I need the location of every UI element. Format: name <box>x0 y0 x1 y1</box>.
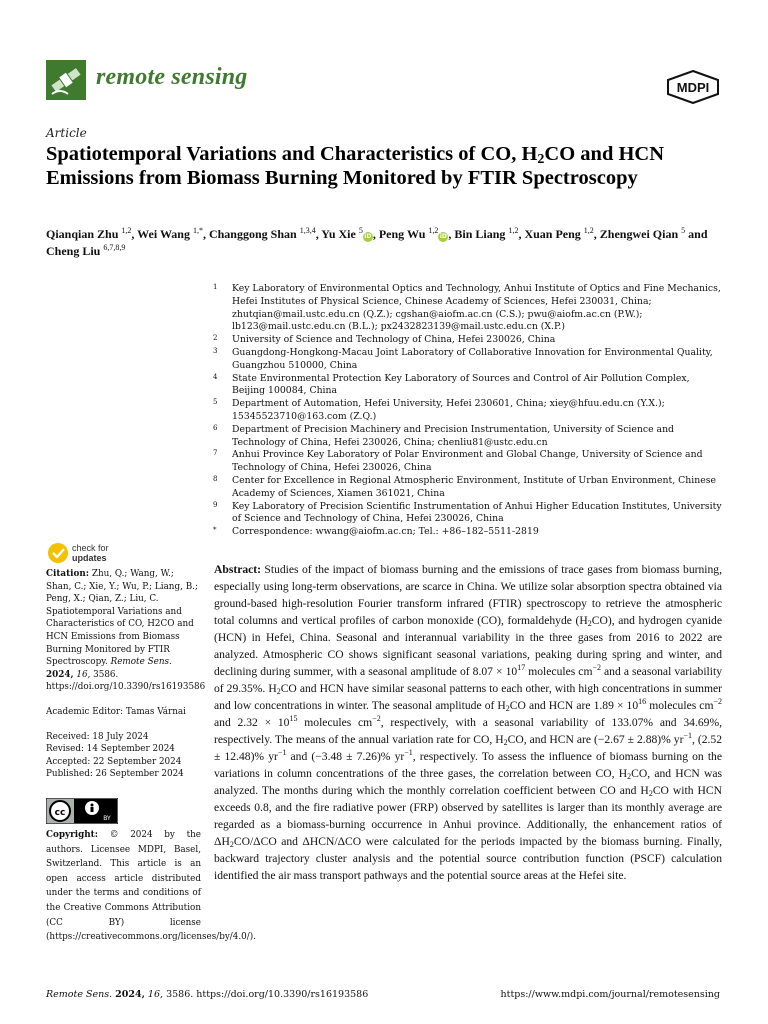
and-word: and <box>688 227 708 241</box>
title-part-2: CO and HCN Emissions from Biomass Burning Monitored by FTIR Spectroscopy <box>46 143 665 189</box>
abstract-text: , (2.52 ± 12.48)% yr <box>214 733 723 763</box>
article-type: Article <box>46 126 87 140</box>
publisher-name: MDPI <box>676 80 710 95</box>
subscript: 2 <box>648 789 653 798</box>
citation-year: 2024, <box>46 669 74 680</box>
author-name[interactable]: Qianqian Zhu <box>46 227 119 241</box>
affiliation-number: * <box>213 526 217 535</box>
affiliation-number: 7 <box>213 449 218 458</box>
affiliation-item <box>213 347 723 373</box>
citation-text: Zhu, Q.; Wang, W.; Shan, C.; Xie, Y.; Wu, P.; Liang, B.; Peng, X.; Qian, Z.; Liu, C. Spatiotemporal Variations and Characteristics of CO, H2CO and HCN Emissions from Biomass Burning Monitored by FTIR Spectroscopy. <box>46 569 198 668</box>
abstract-text: CO), and hydrogen cyanide (HCN) in Hefei, China. Seasonal and interannual variability in the three gases from 2016 to 2022 are analyzed. Atmospheric CO shows significant seasonal variations, peaking during spring and winter, and declining during summer, with a seasonal amplitude of 8.07 × 10 <box>214 614 722 678</box>
abstract-text: , respectively. To assess the influence of biomass burning on the variations in column concentrations of the three gases, the correlation between CO, H <box>214 750 722 780</box>
superscript: −1 <box>683 731 692 740</box>
citation-volume: 16, <box>76 669 91 680</box>
copyright-notice <box>46 828 256 945</box>
abstract <box>214 561 722 884</box>
superscript: −2 <box>592 663 601 672</box>
abstract-text: CO, and HCN are (−2.67 ± 2.88)% yr <box>507 733 684 746</box>
copyright-text: © 2024 by the authors. Licensee MDPI, Basel, Switzerland. This article is an open access article distributed under the terms and conditions of the Creative Commons Attribution (CC BY) license (https://creativecommons.org/licenses/by/4.0/). <box>46 830 256 943</box>
subscript: 2 <box>503 738 508 747</box>
author-name[interactable]: Cheng Liu <box>46 243 101 258</box>
affiliation-item <box>213 373 723 399</box>
superscript: −2 <box>372 714 381 723</box>
affiliation-number: 3 <box>213 346 218 355</box>
orcid-icon[interactable]: iD <box>439 233 447 240</box>
orcid-icon[interactable]: iD <box>364 233 372 240</box>
affiliation-number: 1 <box>213 283 218 291</box>
affiliation-number: 8 <box>213 474 218 483</box>
affiliation-text: Guangdong-Hongkong-Macau Joint Laboratory of Collaborative Innovation for Environmental Quality, Guangzhou 510000, China <box>232 346 713 371</box>
affiliation-item <box>213 334 723 347</box>
mdpi-logo[interactable] <box>666 70 720 104</box>
abstract-text: CO with HCN exceeds 0.8, and the fire radiative power (FRP) observed by satellites is larger than its monthly average are regarded as a biomass-burning occurrence in Anhui province. Additionally, the enhancement ratios of ΔH <box>214 784 722 848</box>
svg-text:cc: cc <box>54 808 66 818</box>
abstract-text: and 2.32 × 10 <box>214 716 290 729</box>
affiliation-item <box>213 283 723 334</box>
author-name[interactable]: Xuan Peng <box>524 227 581 241</box>
author-affil: 1,* <box>192 226 203 235</box>
abstract-text: CO and HCN have similar seasonal patterns to each other, with high concentrations in summer and low concentrations in winter. The seasonal amplitude of H <box>214 682 722 712</box>
citation-doi[interactable]: 3586. https://doi.org/10.3390/rs16193586 <box>46 669 206 693</box>
affiliation-text: University of Science and Technology of China, Hefei 230026, China <box>232 334 556 346</box>
affiliation-item <box>213 475 723 501</box>
check-updates-line2: updates <box>72 553 107 563</box>
accepted-date: Accepted: 22 September 2024 <box>46 756 182 767</box>
abstract-text: CO and HCN are 1.89 × 10 <box>509 699 639 712</box>
footer-url[interactable]: https://www.mdpi.com/journal/remotesensing <box>500 989 720 1000</box>
revised-date: Revised: 14 September 2024 <box>46 744 175 755</box>
author-affil: 5 <box>681 226 686 235</box>
author-affil: 1,3,4 <box>299 226 316 235</box>
footer-doi[interactable]: 3586. https://doi.org/10.3390/rs16193586 <box>166 989 369 1000</box>
subscript: 2 <box>276 687 281 696</box>
abstract-text: molecules cm <box>525 665 593 678</box>
affiliation-number: 5 <box>213 398 218 407</box>
journal-name: remote sensing <box>96 64 248 90</box>
subscript: 2 <box>229 840 234 849</box>
abstract-text: and (−3.48 ± 7.26)% yr <box>286 750 405 763</box>
citation-block <box>46 568 206 694</box>
superscript: −2 <box>713 697 722 706</box>
citation-label: Citation: <box>46 569 90 579</box>
author-name[interactable]: Changgong Shan <box>208 227 297 241</box>
citation-journal: Remote Sens. <box>110 657 172 668</box>
author-name[interactable]: Yu Xie <box>321 227 356 241</box>
affiliation-number: 6 <box>213 423 218 432</box>
academic-editor: Academic Editor: Tamas Várnai <box>46 706 186 717</box>
author-name[interactable]: Wei Wang <box>137 227 190 241</box>
abstract-text: CO, and HCN was analyzed. The months during which the monthly correlation coefficient between CO and H <box>214 767 722 797</box>
paper-title <box>46 142 736 190</box>
check-updates-line1: check for <box>72 543 109 553</box>
title-part-1: Spatiotemporal Variations and Characteristics of CO, H <box>46 143 538 165</box>
superscript: −1 <box>277 748 287 757</box>
abstract-text: Studies of the impact of biomass burning and the emissions of trace gases from biomass burning, especially using long-term observations, are scarce in China. We utilize solar absorption spectra obtained via ground-based high-resolution Fourier transform infrared (FTIR) spectroscopy to retrieve the atmospheric total columns and vertical profiles of carbon monoxide (CO), formaldehyde (H <box>214 563 722 627</box>
affiliation-text: Center for Excellence in Regional Atmospheric Environment, Institute of Urban Environment, Chinese Academy of Sciences, Xiamen 361021, China <box>232 474 716 499</box>
affiliation-number: 9 <box>213 500 218 509</box>
cc-by-icon[interactable] <box>46 798 118 824</box>
correspondence-text: Correspondence: wwang@aiofm.ac.cn; Tel.: +86–182–5511-2819 <box>232 526 539 538</box>
abstract-text: CO/ΔCO and ΔHCN/ΔCO were calculated for the periods impacted by the biomass burning. Finally, backward trajectory cluster analysis and the potential source contribution function (PSCF) calculation identified the air mass transport pathways and the potential source areas at the Hefei site. <box>214 835 722 882</box>
cc-by-label: BY <box>103 815 111 822</box>
sidebar <box>46 568 206 781</box>
author-affil: 5 <box>358 226 363 235</box>
published-date: Published: 26 September 2024 <box>46 769 184 780</box>
received-date: Received: 18 July 2024 <box>46 731 149 742</box>
affiliation-text: Key Laboratory of Environmental Optics and Technology, Anhui Institute of Optics and Fine Mechanics, Hefei Institutes of Physical Science, Chinese Academy of Sciences, Hefei 230031, China; zhutqian@mail.ustc.edu.cn (Q.Z.); cgshan@aiofm.ac.cn (C.S.); pwu@aiofm.ac.cn (P.W.); lb123@mail.ustc.edu.cn (B.L.); px2432823139@mail.ustc.edu.cn (X.P.) <box>232 283 721 333</box>
affiliation-text: Key Laboratory of Precision Scientific Instrumentation of Anhui Higher Education Institutes, University of Science and Technology of China, Hefei 230026, China <box>232 500 722 525</box>
affiliation-item <box>213 501 723 527</box>
copyright-label: Copyright: <box>46 830 98 840</box>
affiliation-text: Department of Precision Machinery and Precision Instrumentation, University of Science and Technology of China, Hefei 230026, China; chenliu81@ustc.edu.cn <box>232 423 675 448</box>
subscript: 2 <box>505 704 510 713</box>
author-name[interactable]: Peng Wu <box>378 227 426 241</box>
author-affil: 1,2 <box>583 226 594 235</box>
subscript: 2 <box>587 619 592 628</box>
affiliation-list <box>213 283 723 539</box>
footer-journal: Remote Sens. <box>46 989 113 1000</box>
affiliation-number: 4 <box>213 372 218 381</box>
abstract-label: Abstract: <box>214 563 262 576</box>
check-for-updates-icon[interactable] <box>46 540 126 566</box>
superscript: −1 <box>404 748 413 757</box>
satellite-journal-icon <box>46 60 86 100</box>
footer-volume: 16, <box>147 989 164 1000</box>
affiliation-text: State Environmental Protection Key Laboratory of Sources and Control of Air Pollution Complex, Beijing 100084, China <box>232 372 690 397</box>
footer-citation <box>46 989 368 1000</box>
superscript: 16 <box>638 697 647 706</box>
author-name[interactable]: Zhengwei Qian <box>599 227 679 241</box>
subscript: 2 <box>627 772 632 781</box>
author-affil: 6,7,8,9 <box>103 242 126 252</box>
author-list: Qianqian Zhu $^{1,2}$, Wei Wang $^{1,*}$, Changgong Shan $^{1,3,4}$, Yu Xie $^5$iD, Peng Wu $^{1,2}$iD, Bin Liang $^{1,2}$, Xuan Peng $^{1,2}$, Zhengwei Qian $^5$ and Cheng Liu $^{6,7,8,9}$ <box>46 226 708 258</box>
superscript: 15 <box>289 714 298 723</box>
author-affil: 1,2 <box>508 226 519 235</box>
title-subscript: 2 <box>537 152 545 167</box>
footer-year: 2024, <box>115 989 145 1000</box>
superscript: 17 <box>517 663 526 672</box>
author-affil: 1,2 <box>121 226 132 235</box>
affiliation-text: Anhui Province Key Laboratory of Polar Environment and Global Change, University of Science and Technology of China, Hefei 230026, China <box>232 449 703 474</box>
abstract-text: molecules cm <box>646 699 714 712</box>
affiliation-text: Department of Automation, Hefei University, Hefei 230601, China; xiey@hfuu.edu.cn (Y.X.); 15345523710@163.com (Z.Q.) <box>232 398 665 422</box>
affiliation-item <box>213 398 723 424</box>
affiliation-item <box>213 424 723 450</box>
correspondence <box>213 526 723 539</box>
abstract-text: molecules cm <box>297 716 373 729</box>
affiliation-item <box>213 449 723 475</box>
abstract-text: , respectively, with a seasonal variability of 133.07% and 34.69%, respectively. The means of the annual variation rate for CO, H <box>214 716 722 746</box>
author-name[interactable]: Bin Liang <box>454 227 506 241</box>
author-affil: 1,2 <box>428 226 439 235</box>
abstract-text: and a seasonal variability of 29.35%. H <box>214 665 722 695</box>
affiliation-number: 2 <box>213 334 218 343</box>
